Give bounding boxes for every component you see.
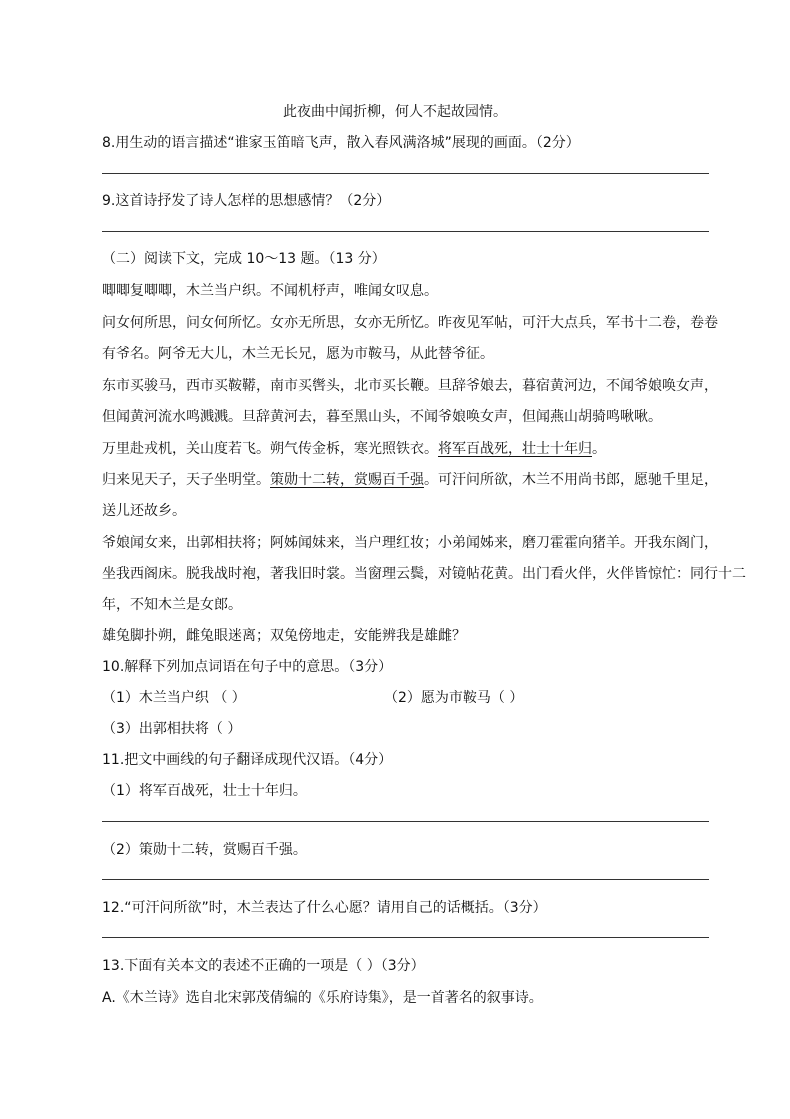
answer-line-11-2 bbox=[102, 879, 709, 880]
underlined-sentence-1: 将军百战死，壮士十年归 bbox=[438, 441, 592, 457]
question-9: 9.这首诗抒发了诗人怎样的思想感情？（2分） bbox=[102, 193, 391, 209]
question-13-option-a: A.《木兰诗》选自北宋郭茂倩编的《乐府诗集》，是一首著名的叙事诗。 bbox=[102, 990, 543, 1006]
passage-paragraph-5-text: 归来见天子，天子坐明堂。 bbox=[102, 472, 270, 488]
underlined-sentence-2: 策勋十二转，赏赐百千强 bbox=[270, 472, 424, 488]
passage-paragraph-2-line-1: 问女何所思，问女何所忆。女亦无所思，女亦无所忆。昨夜见军帖，可汗大点兵，军书十二卷，卷卷 bbox=[102, 315, 718, 331]
question-11-item-1: （1）将军百战死，壮士十年归。 bbox=[102, 783, 307, 799]
question-10-item-1: （1）木兰当户织 （ ） bbox=[102, 690, 246, 706]
passage-paragraph-6-line-1: 爷娘闻女来，出郭相扶将；阿姊闻妹来，当户理红妆；小弟闻姊来，磨刀霍霍向猪羊。开我东阁门， bbox=[102, 535, 718, 551]
passage-paragraph-2-line-2: 有爷名。阿爷无大儿，木兰无长兄，愿为市鞍马，从此替爷征。 bbox=[102, 346, 494, 362]
answer-line-8 bbox=[102, 173, 709, 174]
question-11-item-2: （2）策勋十二转，赏赐百千强。 bbox=[102, 842, 307, 858]
section-2-heading: （二）阅读下文，完成 10～13 题。（13 分） bbox=[102, 251, 386, 267]
answer-line-11-1 bbox=[102, 821, 709, 822]
question-10-item-2: （2）愿为市鞍马（ ） bbox=[384, 690, 524, 706]
passage-paragraph-7: 雄兔脚扑朔，雌兔眼迷离；双兔傍地走，安能辨我是雄雌？ bbox=[102, 628, 466, 644]
passage-paragraph-6-line-2: 坐我西阁床。脱我战时袍，著我旧时裳。当窗理云鬓，对镜帖花黄。出门看火伴，火伴皆惊忙：同行十二 bbox=[102, 566, 746, 582]
passage-paragraph-5-line-1 bbox=[102, 471, 718, 489]
answer-line-12 bbox=[102, 937, 709, 938]
answer-line-9 bbox=[102, 231, 709, 232]
passage-paragraph-5-rest: 。可汗问所欲，木兰不用尚书郎，愿驰千里足， bbox=[424, 472, 718, 488]
passage-paragraph-3-line-2: 但闻黄河流水鸣溅溅。旦辞黄河去，暮至黑山头，不闻爷娘唤女声，但闻燕山胡骑鸣啾啾。 bbox=[102, 409, 662, 425]
question-13: 13.下面有关本文的表述不正确的一项是（ ）（3分） bbox=[102, 958, 425, 974]
question-10: 10.解释下列加点词语在句子中的意思。（3分） bbox=[102, 659, 393, 675]
passage-paragraph-1: 唧唧复唧唧，木兰当户织。不闻机杼声，唯闻女叹息。 bbox=[102, 283, 438, 299]
question-12: 12.“可汗问所欲”时，木兰表达了什么心愿？请用自己的话概括。（3分） bbox=[102, 900, 547, 916]
passage-paragraph-4 bbox=[102, 440, 606, 458]
poem-last-line: 此夜曲中闻折柳，何人不起故园情。 bbox=[283, 104, 507, 120]
passage-paragraph-5-line-2: 送儿还故乡。 bbox=[102, 503, 186, 519]
question-11: 11.把文中画线的句子翻译成现代汉语。（4分） bbox=[102, 752, 393, 768]
passage-paragraph-4-text: 万里赴戎机，关山度若飞。朔气传金柝，寒光照铁衣。 bbox=[102, 441, 438, 457]
question-8: 8.用生动的语言描述“谁家玉笛暗飞声，散入春风满洛城”展现的画面。（2分） bbox=[102, 135, 580, 151]
passage-paragraph-6-line-3: 年，不知木兰是女郎。 bbox=[102, 597, 242, 613]
passage-paragraph-3-line-1: 东市买骏马，西市买鞍鞯，南市买辔头，北市买长鞭。旦辞爷娘去，暮宿黄河边，不闻爷娘唤女声， bbox=[102, 378, 718, 394]
question-10-item-3: （3）出郭相扶将（ ） bbox=[102, 721, 242, 737]
passage-paragraph-4-end: 。 bbox=[592, 441, 606, 457]
